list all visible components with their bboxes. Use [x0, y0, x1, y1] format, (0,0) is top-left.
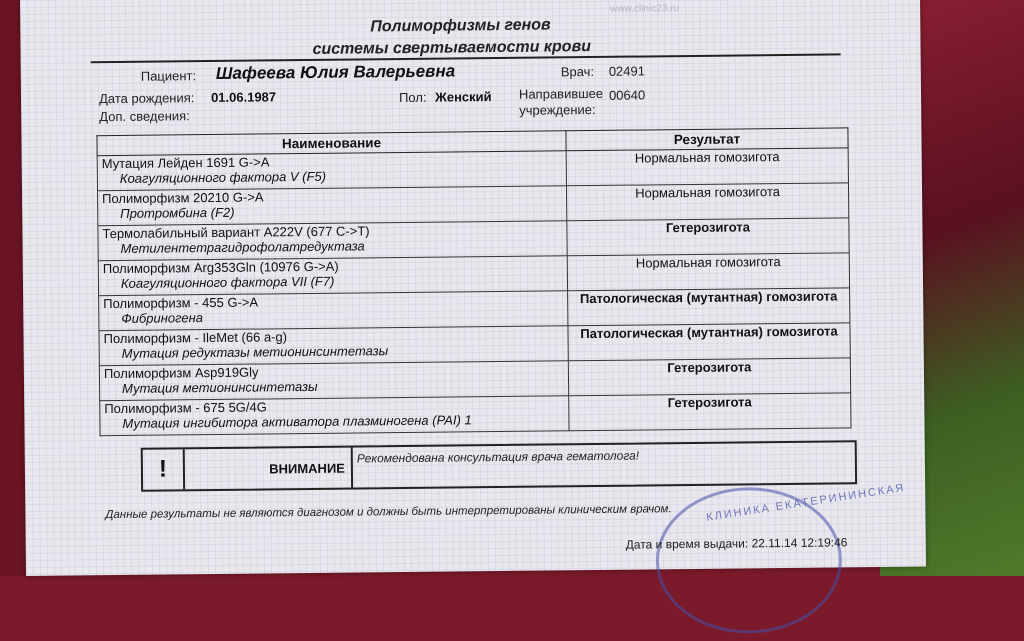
column-header-name: Наименование — [97, 131, 566, 156]
issue-datetime-value: 22.11.14 12:19:46 — [751, 535, 848, 551]
test-result: Патологическая (мутантная) гомозигота — [568, 288, 850, 326]
test-subname: Мутация ингибитора активатора плазминогена (PAI) 1 — [122, 412, 472, 431]
report-title-line1: Полиморфизмы генов — [370, 16, 551, 36]
sex-value: Женский — [434, 89, 492, 105]
test-name: Мутация Лейден 1691 G->A — [101, 154, 270, 172]
test-result: Патологическая (мутантная) гомозигота — [568, 323, 850, 361]
referring-label-2: учреждение: — [519, 101, 596, 118]
test-result: Нормальная гомозигота — [566, 148, 848, 186]
test-subname: Мутация редуктазы метионинсинтетазы — [121, 343, 389, 361]
test-name-cell — [100, 396, 569, 436]
test-name-cell — [97, 151, 566, 191]
test-subname: Коагуляционного фактора V (F5) — [119, 168, 327, 186]
sex-label: Пол: — [398, 89, 427, 106]
warning-text: Рекомендована консультация врача гематолога! — [356, 448, 640, 466]
referring-value: 00640 — [608, 87, 646, 103]
doctor-label: Врач: — [560, 63, 595, 80]
issue-datetime — [626, 535, 848, 551]
column-header-result: Результат — [566, 128, 848, 151]
test-result: Гетерозигота — [569, 393, 851, 431]
test-name-cell — [98, 256, 567, 296]
exclamation-icon: ! — [143, 449, 185, 489]
test-name: Полиморфизм Asp919Gly — [103, 364, 259, 382]
patient-label: Пациент: — [140, 68, 197, 84]
test-result: Нормальная гомозигота — [566, 183, 848, 221]
test-result: Нормальная гомозигота — [567, 253, 849, 291]
test-name: Полиморфизм - 455 G->A — [103, 294, 259, 312]
table-row — [100, 393, 851, 436]
extra-info-label: Доп. сведения: — [99, 108, 190, 125]
birth-date-value: 01.06.1987 — [210, 89, 277, 106]
test-name: Полиморфизм - 675 5G/4G — [104, 399, 267, 417]
test-result: Гетерозигота — [568, 358, 850, 396]
test-name: Полиморфизм 20210 G->A — [102, 189, 264, 207]
patient-name: Шафеева Юлия Валерьевна — [215, 61, 456, 83]
test-subname: Протромбина (F2) — [120, 204, 235, 221]
watermark: www.clinic23.ru — [610, 3, 680, 15]
test-name-cell — [99, 326, 568, 366]
test-result: Гетерозигота — [567, 218, 849, 256]
test-subname: Фибриногена — [121, 310, 204, 326]
test-name: Термолабильный вариант A222V (677 C->T) — [102, 223, 370, 242]
warning-box — [141, 440, 857, 491]
test-name-cell — [99, 361, 568, 401]
test-subname: Метилентетрагидрофолатредуктаза — [120, 238, 365, 256]
test-name: Полиморфизм - IleMet (66 a-g) — [103, 329, 288, 347]
test-subname: Мутация метионинсинтетазы — [121, 378, 318, 396]
warning-label: ВНИМАНИЕ — [185, 448, 353, 490]
report-title-line2: системы свертываемости крови — [312, 38, 592, 58]
issue-datetime-label: Дата и время выдачи: — [625, 536, 749, 552]
referring-label: Направившее — [518, 85, 604, 102]
test-name-cell — [98, 221, 567, 261]
results-table — [96, 127, 851, 436]
test-name-cell — [98, 186, 567, 226]
disclaimer-text: Данные результаты не являются диагнозом и должны быть интерпретированы клиническим врачом. — [105, 503, 672, 522]
doctor-value: 02491 — [608, 63, 646, 79]
test-name: Полиморфизм Arg353Gln (10976 G->A) — [102, 258, 339, 277]
lab-report-sheet — [20, 0, 926, 576]
birth-date-label: Дата рождения: — [98, 90, 195, 107]
test-subname: Коагуляционного фактора VII (F7) — [120, 273, 335, 291]
clinic-stamp-text: КЛИНИКА ЕКАТЕРИНИНСКАЯ — [705, 481, 907, 524]
test-name-cell — [99, 291, 568, 331]
